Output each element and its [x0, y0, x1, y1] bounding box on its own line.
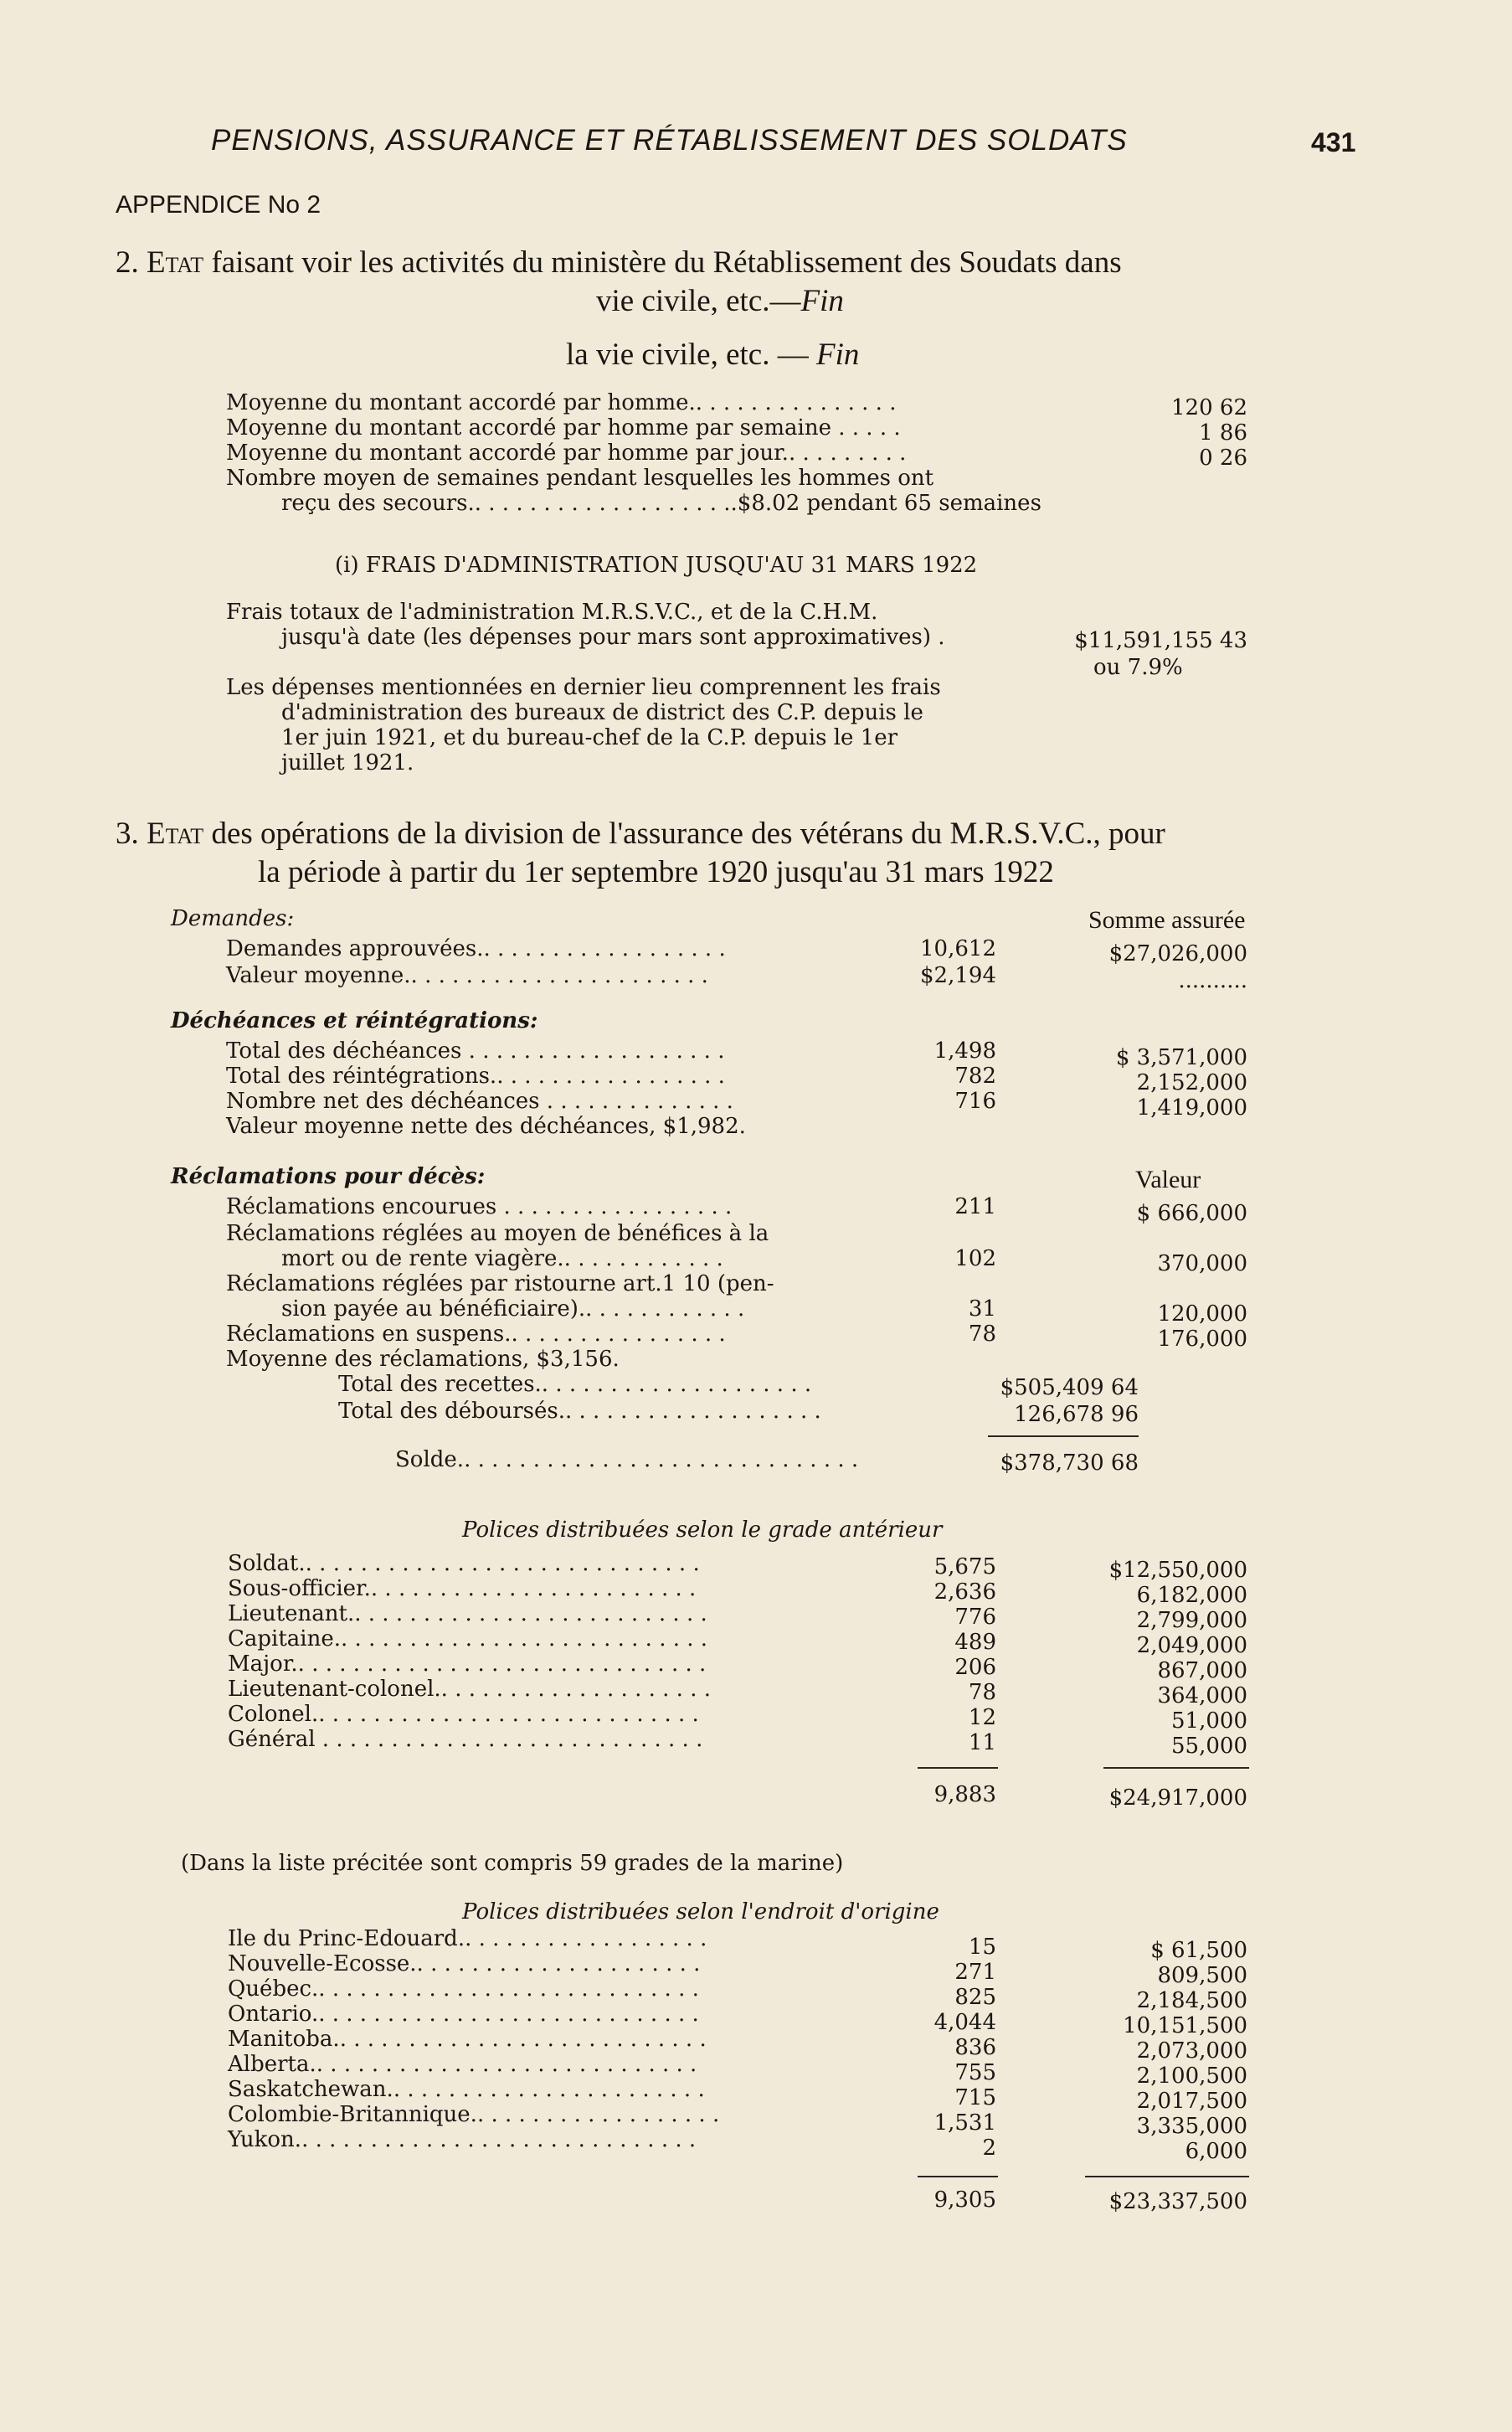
- grade-row-7-count: 11: [968, 1730, 996, 1755]
- origine-row-4-count: 836: [954, 2035, 996, 2060]
- reclamations-row-4-label: sion payée au bénéficiaire).. . . . . . . . . . . .: [281, 1296, 745, 1322]
- section2-etat: Etat: [147, 245, 204, 280]
- origine-row-6-count: 715: [954, 2085, 996, 2110]
- grade-row-0-amount: $12,550,000: [1108, 1558, 1247, 1583]
- grade-row-5-amount: 364,000: [1157, 1683, 1247, 1708]
- reclamations-row-1-label: Réclamations réglées au moyen de bénéfices à la: [226, 1221, 769, 1246]
- section2-title-line1: [116, 245, 1122, 281]
- decheances-row-0-count: 1,498: [933, 1038, 996, 1064]
- origine-heading: Polices distribuées selon l'endroit d'origine: [462, 1899, 939, 1924]
- origine-row-4-amount: 2,073,000: [1136, 2038, 1247, 2064]
- origine-row-3-label: Ontario.. . . . . . . . . . . . . . . . . . . . . . . . . . . .: [228, 2002, 699, 2027]
- frais-line2: jusqu'à date (les dépenses pour mars sont approximatives) .: [281, 625, 945, 650]
- grade-row-7-label: Général . . . . . . . . . . . . . . . . . . . . . . . . . . . .: [228, 1727, 703, 1752]
- decheances-row-1-amount: 2,152,000: [1136, 1070, 1247, 1095]
- grade-row-6-label: Colonel.. . . . . . . . . . . . . . . . . . . . . . . . . . . .: [228, 1702, 699, 1727]
- origine-total-count: 9,305: [933, 2187, 996, 2213]
- grade-row-2-label: Lieutenant.. . . . . . . . . . . . . . . . . . . . . . . . . .: [228, 1601, 707, 1626]
- reclamations-row-2-amount: 370,000: [1157, 1251, 1247, 1276]
- s2-row-0-label: Moyenne du montant accordé par homme.. . . . . . . . . . . . . . .: [226, 390, 897, 415]
- appendix-label: APPENDICE No 2: [116, 191, 321, 219]
- grade-row-3-label: Capitaine.. . . . . . . . . . . . . . . . . . . . . . . . . . .: [228, 1626, 708, 1651]
- frais-heading: (i) FRAIS D'ADMINISTRATION JUSQU'AU 31 MARS 1922: [335, 553, 978, 578]
- origine-row-0-label: Ile du Princ-Edouard.. . . . . . . . . . . . . . . . . .: [228, 1926, 707, 1951]
- solde-amount: $378,730 68: [1000, 1450, 1139, 1476]
- decheances-row-2-count: 716: [954, 1089, 996, 1114]
- grade-row-1-label: Sous-officier.. . . . . . . . . . . . . . . . . . . . . . . .: [228, 1576, 697, 1601]
- demandes-row-1-count: $2,194: [920, 963, 996, 988]
- origine-row-1-amount: 809,500: [1157, 1963, 1247, 1988]
- grade-row-7-amount: 55,000: [1171, 1734, 1247, 1759]
- section2-subtitle-text: la vie civile, etc. —: [566, 337, 816, 372]
- grade-row-4-amount: 867,000: [1157, 1658, 1247, 1683]
- grade-row-5-count: 78: [968, 1680, 996, 1705]
- origine-row-7-label: Colombie-Britannique.. . . . . . . . . . . . . . . . . .: [228, 2102, 720, 2127]
- origine-row-6-amount: 2,017,500: [1136, 2089, 1247, 2114]
- reclamations-row-0-count: 211: [954, 1194, 996, 1219]
- origine-row-5-amount: 2,100,500: [1136, 2064, 1247, 2089]
- reclamations-row-0-amount: $ 666,000: [1136, 1201, 1247, 1226]
- reclamations-row-0-label: Réclamations encourues . . . . . . . . . . . . . . . . .: [226, 1194, 733, 1219]
- origine-row-3-amount: 10,151,500: [1123, 2013, 1247, 2038]
- reclamations-row-4-amount: 120,000: [1157, 1301, 1247, 1327]
- s2-row-3-label: Nombre moyen de semaines pendant lesquelles les hommes ont: [226, 466, 934, 491]
- origine-row-3-count: 4,044: [933, 2010, 996, 2035]
- decheances-row-1-label: Total des réintégrations.. . . . . . . . . . . . . . . . .: [226, 1064, 725, 1089]
- somme-assuree-header: Somme assurée: [1088, 906, 1246, 934]
- solde-label: Solde.. . . . . . . . . . . . . . . . . . . . . . . . . . . . .: [395, 1447, 859, 1472]
- s2-row-1-label: Moyenne du montant accordé par homme par semaine . . . . .: [226, 415, 901, 441]
- section2-subtitle-fin: Fin: [815, 337, 860, 372]
- grade-amount-rule: [1103, 1767, 1249, 1769]
- marine-note: (Dans la liste précitée sont compris 59 grades de la marine): [181, 1851, 844, 1876]
- grade-count-rule: [918, 1767, 998, 1769]
- reclamations-row-5-count: 78: [968, 1322, 996, 1347]
- demandes-heading: Demandes:: [171, 906, 295, 931]
- grade-row-2-count: 776: [954, 1605, 996, 1630]
- demandes-row-0-amount: $27,026,000: [1108, 941, 1247, 966]
- decheances-row-2-label: Nombre net des déchéances . . . . . . . . . . . . . .: [226, 1089, 733, 1114]
- note-line-2: 1er juin 1921, et du bureau-chef de la C.P. depuis le 1er: [281, 725, 898, 750]
- grade-row-1-amount: 6,182,000: [1136, 1583, 1247, 1608]
- reclamations-row-3-label: Réclamations réglées par ristourne art.1 10 (pen-: [226, 1271, 774, 1296]
- section3-title-line2: la période à partir du 1er septembre 1920 jusqu'au 31 mars 1922: [258, 855, 1054, 889]
- origine-row-5-count: 755: [954, 2060, 996, 2085]
- origine-row-6-label: Saskatchewan.. . . . . . . . . . . . . . . . . . . . . . .: [228, 2077, 705, 2102]
- section3-number: 3.: [116, 817, 139, 851]
- section2-title-line2-text: vie civile, etc.—: [596, 284, 801, 318]
- s2-row-2-label: Moyenne du montant accordé par homme par jour.. . . . . . . . .: [226, 441, 907, 466]
- grade-heading: Polices distribuées selon le grade antérieur: [462, 1517, 943, 1543]
- origine-row-0-count: 15: [968, 1935, 996, 1960]
- origine-row-5-label: Alberta.. . . . . . . . . . . . . . . . . . . . . . . . . . . .: [228, 2052, 697, 2077]
- demandes-row-0-label: Demandes approuvées.. . . . . . . . . . . . . . . . . .: [226, 936, 726, 961]
- section2-title-line2: [596, 283, 844, 319]
- origine-count-rule: [918, 2176, 998, 2177]
- decheances-row-2-amount: 1,419,000: [1136, 1095, 1247, 1121]
- debourses-amount: 126,678 96: [1014, 1402, 1139, 1427]
- reclamations-row-6-label: Moyenne des réclamations, $3,156.: [226, 1347, 620, 1372]
- running-header-title: PENSIONS, ASSURANCE ET RÉTABLISSEMENT DES SOLDATS: [211, 124, 1128, 157]
- reclamations-heading: Réclamations pour décès:: [171, 1164, 486, 1189]
- reclamations-row-2-label: mort ou de rente viagère.. . . . . . . . . . . .: [281, 1246, 723, 1271]
- origine-row-4-label: Manitoba.. . . . . . . . . . . . . . . . . . . . . . . . . . .: [228, 2027, 707, 2052]
- demandes-row-0-count: 10,612: [920, 936, 996, 961]
- section2-title-fin: Fin: [800, 284, 844, 318]
- solde-rule: [988, 1435, 1139, 1437]
- grade-row-3-amount: 2,049,000: [1136, 1633, 1247, 1658]
- origine-row-8-amount: 6,000: [1185, 2139, 1247, 2164]
- grade-row-0-count: 5,675: [933, 1554, 996, 1579]
- reclamations-row-5-amount: 176,000: [1157, 1327, 1247, 1352]
- note-line-3: juillet 1921.: [281, 750, 414, 775]
- grade-row-4-count: 206: [954, 1655, 996, 1680]
- grade-total-amount: $24,917,000: [1108, 1785, 1247, 1811]
- debourses-label: Total des déboursés.. . . . . . . . . . . . . . . . . . .: [338, 1399, 821, 1424]
- section2-number: 2.: [116, 245, 139, 280]
- origine-row-1-count: 271: [954, 1960, 996, 1985]
- section3-title-line1: [116, 816, 1165, 852]
- grade-row-6-amount: 51,000: [1171, 1708, 1247, 1734]
- grade-row-0-label: Soldat.. . . . . . . . . . . . . . . . . . . . . . . . . . . . .: [228, 1551, 700, 1576]
- origine-row-2-label: Québec.. . . . . . . . . . . . . . . . . . . . . . . . . . . .: [228, 1976, 699, 2002]
- section3-title-rest: des opérations de la division de l'assurance des vétérans du M.R.S.V.C., pour: [211, 817, 1165, 851]
- demandes-row-1-label: Valeur moyenne.. . . . . . . . . . . . . . . . . . . . . .: [226, 963, 708, 988]
- recettes-amount: $505,409 64: [1000, 1375, 1139, 1400]
- reclamations-row-4-count: 31: [968, 1296, 996, 1322]
- origine-row-0-amount: $ 61,500: [1150, 1938, 1247, 1963]
- grade-row-6-count: 12: [968, 1705, 996, 1730]
- grade-total-count: 9,883: [933, 1782, 996, 1807]
- s2-row-2-value: 0 26: [1199, 446, 1247, 471]
- section2-subtitle: [566, 337, 859, 373]
- origine-row-2-amount: 2,184,500: [1136, 1988, 1247, 2013]
- grade-row-4-label: Major.. . . . . . . . . . . . . . . . . . . . . . . . . . . . . .: [228, 1651, 707, 1677]
- section3-etat: Etat: [147, 817, 204, 851]
- origine-total-amount: $23,337,500: [1108, 2189, 1247, 2214]
- decheances-row-0-amount: $ 3,571,000: [1115, 1045, 1247, 1070]
- decheances-row-0-label: Total des déchéances . . . . . . . . . . . . . . . . . . .: [226, 1038, 725, 1064]
- decheances-row-3-label: Valeur moyenne nette des déchéances, $1,982.: [226, 1114, 746, 1139]
- page-number: 431: [1311, 127, 1356, 157]
- s2-row-0-value: 120 62: [1171, 395, 1247, 420]
- decheances-row-1-count: 782: [954, 1064, 996, 1089]
- reclamations-row-2-count: 102: [954, 1246, 996, 1271]
- frais-percent: ou 7.9%: [1093, 655, 1183, 680]
- origine-row-2-count: 825: [954, 1985, 996, 2010]
- s2-row-1-value: 1 86: [1199, 420, 1247, 446]
- note-line-0: Les dépenses mentionnées en dernier lieu comprennent les frais: [226, 675, 941, 700]
- grade-row-1-count: 2,636: [933, 1579, 996, 1605]
- demandes-row-1-amount: ..........: [1178, 968, 1247, 993]
- origine-row-7-count: 1,531: [933, 2110, 996, 2136]
- origine-amount-rule: [1085, 2176, 1249, 2177]
- frais-line1: Frais totaux de l'administration M.R.S.V.C., et de la C.H.M.: [226, 600, 878, 625]
- origine-row-8-label: Yukon.. . . . . . . . . . . . . . . . . . . . . . . . . . . . .: [228, 2127, 697, 2152]
- recettes-label: Total des recettes.. . . . . . . . . . . . . . . . . . . .: [338, 1372, 812, 1397]
- note-line-1: d'administration des bureaux de district des C.P. depuis le: [281, 700, 923, 725]
- reclamations-row-5-label: Réclamations en suspens.. . . . . . . . . . . . . . . .: [226, 1322, 726, 1347]
- decheances-heading: Déchéances et réintégrations:: [171, 1008, 538, 1033]
- grade-row-5-label: Lieutenant-colonel.. . . . . . . . . . . . . . . . . . . .: [228, 1677, 711, 1702]
- origine-row-7-amount: 3,335,000: [1136, 2114, 1247, 2139]
- origine-row-8-count: 2: [982, 2136, 996, 2161]
- grade-row-2-amount: 2,799,000: [1136, 1608, 1247, 1633]
- section2-title-rest: faisant voir les activités du ministère du Rétablissement des Soudats dans: [211, 245, 1122, 280]
- frais-amount: $11,591,155 43: [1074, 628, 1247, 653]
- s2-row-4-label: reçu des secours.. . . . . . . . . . . . . . . . . . ..$8.02 pendant 65 semaines: [281, 491, 1041, 516]
- origine-row-1-label: Nouvelle-Ecosse.. . . . . . . . . . . . . . . . . . . . .: [228, 1951, 701, 1976]
- grade-row-3-count: 489: [954, 1630, 996, 1655]
- valeur-header: Valeur: [1135, 1166, 1201, 1193]
